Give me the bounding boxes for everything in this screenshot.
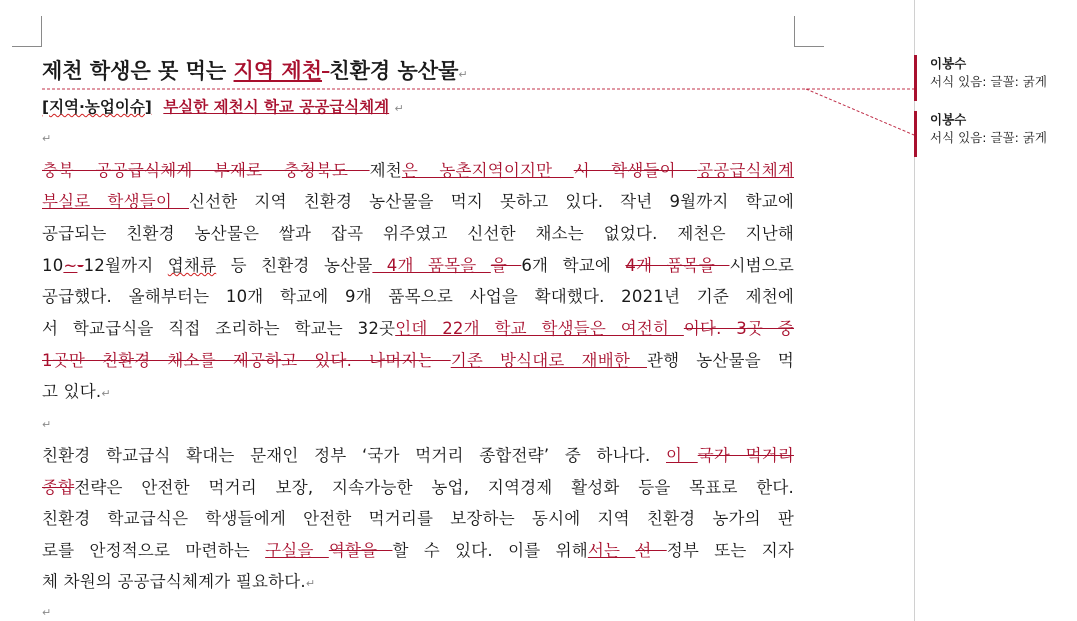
empty-paragraph[interactable]: ↵	[42, 418, 52, 431]
spelling-flagged-word[interactable]: 엽채류	[167, 256, 217, 275]
title-text-end: 친환경 농산물	[329, 59, 459, 83]
deleted-text[interactable]: -	[77, 256, 84, 275]
body-text: 로를 안정적으로 마련하는	[42, 541, 266, 560]
deleted-text[interactable]: 국가 먹거리	[697, 446, 794, 465]
inserted-text[interactable]: 이	[666, 446, 698, 465]
deleted-text[interactable]: 1곳만 친환경 채소를 제공하고 있다. 나머지는	[42, 351, 451, 370]
body-text: 6개 학교에	[521, 256, 626, 275]
body-text: 체 차원의 공공급식체계가 필요하다.	[42, 572, 306, 591]
body-text: 시범으로	[729, 256, 794, 275]
comment-text: 서식 있음: 글꼴: 굵게	[930, 130, 1047, 145]
body-text: 전략은 안전한 먹거리 보장, 지속가능한 농업, 지역경제 활성화 등을 목표로 한다.	[74, 478, 794, 497]
inserted-text[interactable]: 4개 품목을	[372, 256, 491, 275]
title-text: 제천 학생은 못 먹는	[42, 59, 234, 83]
body-text: 10	[42, 256, 64, 275]
deleted-text[interactable]: 역할을	[328, 541, 393, 560]
inserted-text[interactable]: 은 농촌지역이지만	[401, 161, 574, 180]
body-text: 12월까지	[83, 256, 168, 275]
body-text: 제천	[369, 161, 402, 180]
inserted-text[interactable]: 부실로 학생들이	[42, 192, 189, 211]
body-text: 공급했다. 올해부터는 10개 학교에 9개 품목으로 사업을 확대했다. 2021년 기준 제천에	[42, 287, 794, 306]
inserted-text[interactable]: 공공급식체계	[697, 161, 794, 180]
deleted-text[interactable]: 시 학생들이	[573, 161, 698, 180]
body-text: 서 학교급식을 직접 조리하는 학교는 32곳	[42, 319, 396, 338]
body-text: 신선한 지역 친환경 농산물을 먹지 못하고 있다. 작년 9월까지 학교에	[189, 192, 794, 211]
deleted-text[interactable]: 종합	[42, 478, 75, 497]
body-text: 관행 농산물을 먹	[646, 351, 794, 370]
body-text: 공급되는 친환경 농산물은 쌀과 잡곡 위주였고 신선한 채소는 없었다. 제천은 지난해	[42, 224, 794, 243]
inserted-text[interactable]: 인데 22개 학교 학생들은 여전히	[395, 319, 684, 338]
deleted-text[interactable]: 이다. 3곳 중	[683, 319, 794, 338]
inserted-text[interactable]: 구실을	[265, 541, 329, 560]
body-text: 고 있다.	[42, 382, 102, 401]
comment-author: 이봉수	[930, 112, 967, 127]
empty-paragraph[interactable]: ↵	[42, 606, 52, 619]
deleted-text[interactable]: 선	[635, 541, 667, 560]
comment-author: 이봉수	[930, 56, 967, 71]
body-text: 정부 또는 지자	[666, 541, 794, 560]
paragraph-mark: ↵	[458, 68, 468, 81]
paragraph-mark: ↵	[394, 102, 404, 115]
comment-text: 서식 있음: 글꼴: 굵게	[930, 74, 1047, 89]
body-text: 친환경 학교급식은 학생들에게 안전한 먹거리를 보장하는 동시에 지역 친환경 농가의 판	[42, 509, 794, 528]
title-inserted-text[interactable]: 지역 제천	[233, 59, 323, 83]
paragraph-mark: ↵	[305, 577, 316, 590]
inserted-text[interactable]: 서는	[587, 541, 636, 560]
connector-line-2a	[806, 89, 914, 135]
inserted-text[interactable]: ~	[63, 256, 78, 275]
subtitle-inserted-text[interactable]: 부실한 제천시 학교 공공급식체계	[163, 98, 390, 116]
format-change-balloon[interactable]	[914, 55, 1077, 101]
body-text: 할 수 있다. 이를 위해	[392, 541, 588, 560]
deleted-text[interactable]: 4개 품목을	[625, 256, 730, 275]
inserted-text[interactable]: 기존 방식대로 재배한	[450, 351, 647, 370]
subtitle-section-label: [지역·농업이슈]	[42, 98, 152, 116]
empty-paragraph[interactable]: ↵	[42, 132, 52, 145]
format-change-balloon[interactable]	[914, 111, 1077, 157]
deleted-text[interactable]: 을	[490, 256, 522, 275]
deleted-text[interactable]: 충북 공공급식체계 부재로 충청북도	[42, 161, 370, 180]
body-text: 등 친환경 농산물	[216, 256, 373, 275]
body-text: 친환경 학교급식 확대는 문재인 정부 ‘국가 먹거리 종합전략’ 중 하나다.	[42, 446, 666, 465]
paragraph-mark: ↵	[101, 387, 111, 400]
